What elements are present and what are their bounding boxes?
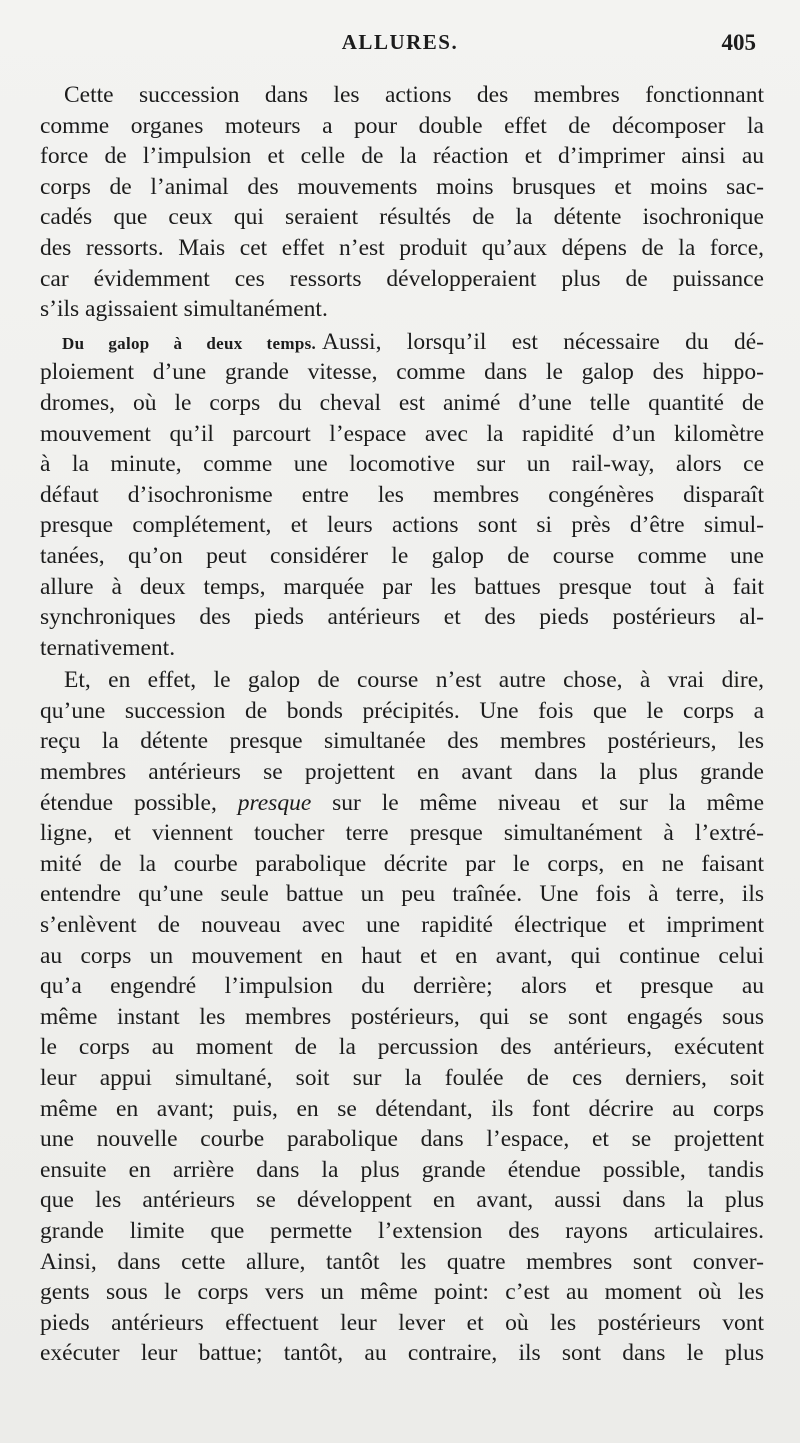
body-text — [40, 80, 764, 1369]
text-line: leur appui simultané, soit sur la foulée de ces derniers, soit — [40, 1065, 764, 1091]
text-line: force de l’impulsion et celle de la réaction et d’imprimer ainsi au — [40, 143, 764, 170]
text-line: exécuter leur battue; tantôt, au contraire, ils sont dans le plus — [40, 1340, 764, 1367]
running-head — [38, 30, 762, 62]
text-line: une nouvelle courbe parabolique dans l’espace, et se projettent — [40, 1126, 764, 1153]
section-side-title: Du galop à deux temps. — [62, 333, 317, 353]
text-line: le corps au moment de la percussion des antérieurs, exécutent — [40, 1034, 764, 1061]
text-line: reçu la détente presque simultanée des membres postérieurs, les — [40, 728, 764, 755]
text-line: gents sous le corps vers un même point: c’est au moment où les — [40, 1279, 764, 1306]
text-fragment: Aussi, lorsqu’il est nécessaire du dé- — [322, 328, 764, 355]
text-line: mouvement qu’il parcourt l’espace avec la rapidité d’un kilomètre — [40, 420, 764, 447]
text-line: s’enlèvent de nouveau avec une rapidité électrique et impriment — [40, 912, 764, 939]
text-line: ligne, et viennent toucher terre presque simultanément à l’extré- — [40, 820, 764, 847]
text-line: pieds antérieurs effectuent leur lever et où les postérieurs vont — [40, 1309, 764, 1336]
text-line: défaut d’isochronisme entre les membres congénères disparaît — [40, 481, 764, 508]
text-line: ternativement. — [40, 634, 176, 661]
text-line — [40, 327, 764, 358]
text-line: grande limite que permette l’extension des rayons articulaires. — [40, 1217, 764, 1244]
text-line: entendre qu’une seule battue un peu traînée. Une fois à terre, ils — [40, 881, 764, 908]
paragraph-2 — [40, 327, 764, 664]
text-line: Et, en effet, le galop de course n’est autre chose, à vrai dire, — [64, 667, 764, 694]
paragraph-3 — [40, 665, 764, 1369]
text-line: des ressorts. Mais cet effet n’est produit qu’aux dépens de la force, — [40, 234, 764, 261]
text-line: au corps un mouvement en haut et en avant, qui continue celui — [40, 942, 764, 969]
text-line: cadés que ceux qui seraient résultés de la détente isochronique — [40, 204, 764, 231]
paragraph-1 — [40, 80, 764, 325]
running-title: ALLURES. — [341, 30, 459, 54]
text-line: corps de l’animal des mouvements moins brusques et moins sac- — [40, 173, 764, 200]
page-number: 405 — [721, 30, 756, 55]
text-line: allure à deux temps, marquée par les battues presque tout à fait — [40, 573, 764, 600]
text-line: mité de la courbe parabolique décrite par le corps, en ne faisant — [40, 850, 764, 877]
text-line: ploiement d’une grande vitesse, comme dans le galop des hippo- — [40, 359, 764, 386]
text-line: tanées, qu’on peut considérer le galop de course comme une — [40, 542, 764, 569]
text-line: comme organes moteurs a pour double effet de décomposer la — [40, 112, 764, 139]
text-line: même en avant; puis, en se détendant, ils font décrire au corps — [40, 1095, 764, 1122]
text-line: car évidemment ces ressorts développeraient plus de puissance — [40, 265, 764, 292]
text-line: synchroniques des pieds antérieurs et des pieds postérieurs al- — [40, 604, 764, 631]
text-line: s’ils agissaient simultanément. — [40, 296, 328, 323]
text-line: Cette succession dans les actions des membres fonctionnant — [64, 82, 764, 108]
text-line: qu’une succession de bonds précipités. Une fois que le corps a — [40, 697, 764, 724]
text-line: qu’a engendré l’impulsion du derrière; alors et presque au — [40, 973, 764, 1000]
text-line: même instant les membres postérieurs, qui se sont engagés sous — [40, 1003, 764, 1030]
text-line: Ainsi, dans cette allure, tantôt les quatre membres sont conver- — [40, 1248, 764, 1275]
text-line: membres antérieurs se projettent en avant dans la plus grande — [40, 759, 764, 786]
text-line — [40, 788, 764, 819]
italic-word: presque — [237, 789, 312, 816]
text-line: que les antérieurs se développent en avant, aussi dans la plus — [40, 1187, 764, 1214]
text-line: dromes, où le corps du cheval est animé d’une telle quantité de — [40, 389, 764, 416]
text-fragment: étendue possible, — [40, 789, 217, 816]
text-fragment: sur le même niveau et sur la même — [332, 789, 764, 816]
text-line: presque complétement, et leurs actions sont si près d’être simul- — [40, 512, 764, 539]
text-line: à la minute, comme une locomotive sur un rail-way, alors ce — [40, 451, 764, 478]
text-line: ensuite en arrière dans la plus grande étendue possible, tandis — [40, 1156, 764, 1183]
